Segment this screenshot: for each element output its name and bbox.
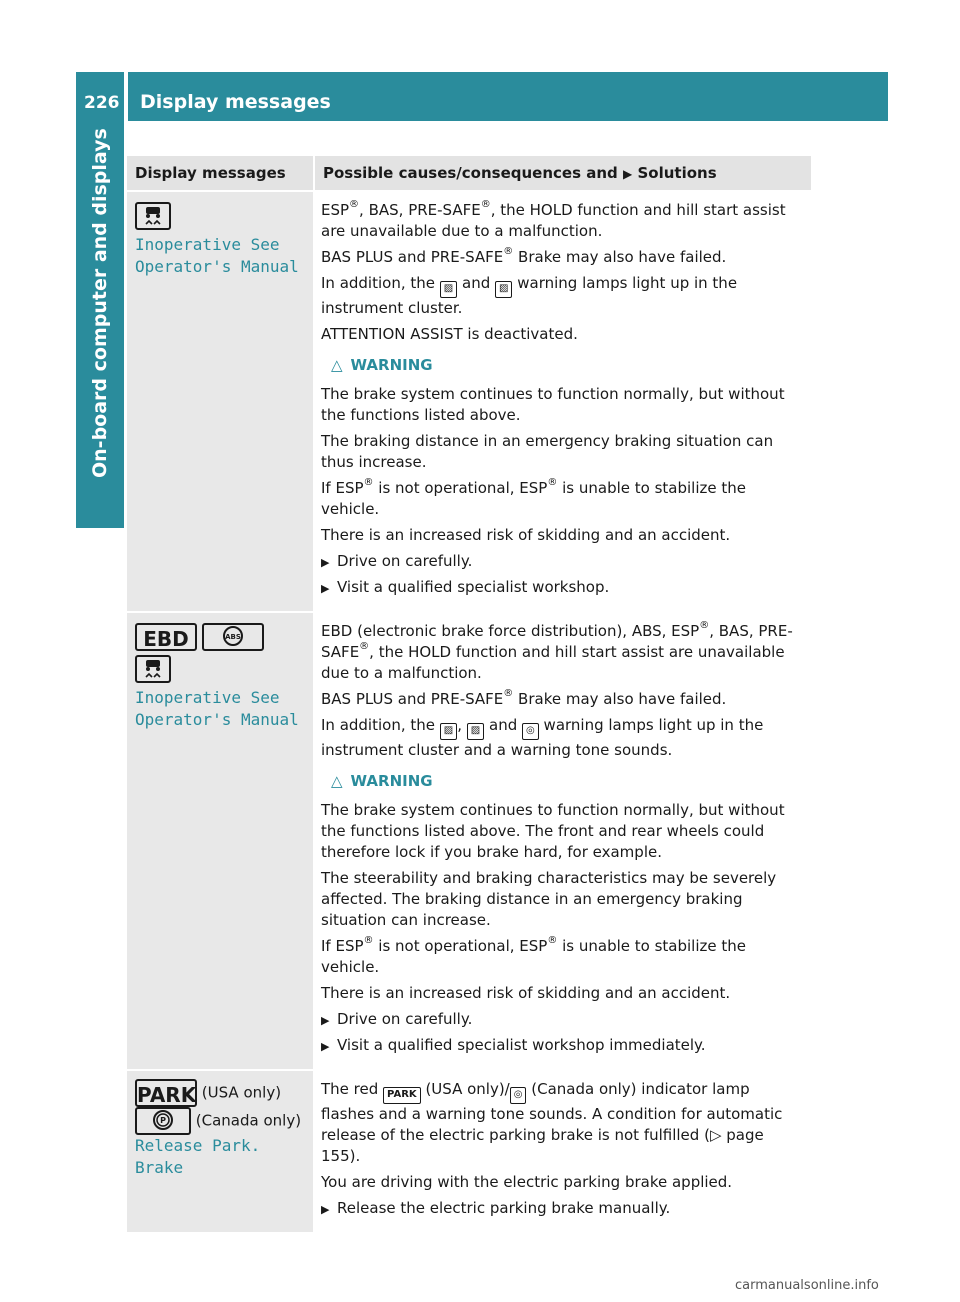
cause-text: BAS PLUS and PRE-SAFE® Brake may also have failed. [321, 688, 727, 708]
step-arrow-icon: ▶ [321, 1040, 330, 1053]
cause-text: EBD (electronic brake force distribution), ABS, ESP®, BAS, PRE-SAFE®, the HOLD function and hill start assist are unavailable due to a malfunction. [321, 620, 793, 682]
esp-lamp-icon: ▨ [440, 723, 457, 740]
warning-text: The steerability and braking characteristics may be severely affected. The braking distance in an emergency braking situation can increase. [321, 869, 777, 929]
step-arrow-icon: ▶ [321, 1014, 330, 1027]
page-ref-arrow-icon: ▷ [709, 1126, 722, 1144]
canada-label: (Canada [195, 1111, 259, 1130]
col-header-causes-text: Possible causes/consequences and [323, 164, 618, 182]
display-message-line2: Operator's Manual [135, 710, 299, 729]
page-title: Display messages [128, 72, 888, 121]
esp-skid-icon [135, 655, 171, 683]
col-header-solutions-text: Solutions [637, 164, 717, 182]
warning-text: The braking distance in an emergency braking situation can thus increase. [321, 432, 774, 471]
park-lamp-icon: PARK [383, 1087, 421, 1104]
abs-lamp-icon: ◎ [522, 723, 539, 740]
display-messages-table [127, 156, 811, 1232]
warning-text: If ESP® is not operational, ESP® is unable to stabilize the vehicle. [321, 477, 746, 518]
warning-triangle-icon: △ [331, 356, 343, 374]
warning-text: There is an increased risk of skidding and an accident. [321, 984, 731, 1002]
warning-triangle-icon: △ [331, 772, 343, 790]
esp-lamp-icon: ▨ [440, 281, 457, 298]
display-message-line1: Inoperative See [135, 235, 280, 254]
parking-brake-lamp-icon: ◎ [510, 1087, 527, 1104]
col-header-causes [313, 156, 811, 190]
step-arrow-icon: ▶ [321, 1203, 330, 1216]
parking-brake-icon [135, 1107, 191, 1135]
table-row [127, 1069, 811, 1232]
solution-step: ▶ Visit a qualified specialist workshop. [321, 577, 807, 599]
warning-heading: △ WARNING [331, 356, 433, 374]
display-message-line2: Operator's Manual [135, 257, 299, 276]
warning-text: The brake system continues to function normally, but without the functions listed above. The front and rear wheels could therefore lock if you brake hard, for example. [321, 801, 785, 861]
step-arrow-icon: ▶ [321, 556, 330, 569]
warning-heading: △ WARNING [331, 772, 433, 790]
step-arrow-icon: ▶ [321, 582, 330, 595]
cause-text: The red PARK (USA only)/ ◎ (Canada only) indicator lamp flashes and a warning tone sounds. A condition for automatic release of the electric parking brake is not fulfilled (▷ page 155). [321, 1080, 783, 1165]
esp-off-lamp-icon: ▨ [495, 281, 512, 298]
cause-text: ESP®, BAS, PRE-SAFE®, the HOLD function and hill start assist are unavailable due to a malfunction. [321, 199, 786, 240]
table-row [127, 190, 811, 611]
solution-step: ▶ Drive on carefully. [321, 551, 807, 573]
warning-text: The brake system continues to function normally, but without the functions listed above. [321, 385, 785, 424]
cause-text: You are driving with the electric parking brake applied. [321, 1173, 733, 1191]
display-message-line1: Inoperative See [135, 688, 280, 707]
cause-text: In addition, the ▨ , ▨ and ◎ warning lamps light up in the instrument cluster and a warning tone sounds. [321, 716, 764, 759]
solution-step: ▶ Drive on carefully. [321, 1009, 807, 1031]
cause-text: BAS PLUS and PRE-SAFE® Brake may also have failed. [321, 246, 727, 266]
side-tab-label: On-board computer and displays [89, 128, 111, 478]
table-row [127, 611, 811, 1069]
usa-label: (USA [201, 1083, 239, 1102]
solution-step: ▶ Release the electric parking brake manually. [321, 1198, 807, 1220]
page-number: 226 [76, 72, 124, 121]
display-message-line1: Release Park. Brake [135, 1136, 261, 1177]
warning-text: If ESP® is not operational, ESP® is unable to stabilize the vehicle. [321, 935, 746, 976]
col-header-messages: Display messages [127, 156, 313, 190]
esp-off-lamp-icon: ▨ [467, 723, 484, 740]
cause-text: ATTENTION ASSIST is deactivated. [321, 325, 578, 343]
cause-text: In addition, the ▨ and ▨ warning lamps light up in the instrument cluster. [321, 274, 738, 317]
park-icon: PARK [135, 1079, 197, 1107]
footer-watermark: carmanualsonline.info [735, 1278, 879, 1293]
svg-text:ABS: ABS [225, 633, 241, 641]
canada-label-cont: only) [263, 1111, 302, 1130]
arrow-icon: ▶ [623, 167, 633, 181]
abs-icon [202, 623, 264, 651]
svg-text:P: P [160, 1116, 166, 1125]
usa-label-cont: only) [243, 1083, 282, 1102]
warning-text: There is an increased risk of skidding and an accident. [321, 526, 731, 544]
ebd-icon: EBD [135, 623, 197, 651]
esp-skid-icon [135, 202, 171, 230]
solution-step: ▶ Visit a qualified specialist workshop immediately. [321, 1035, 807, 1057]
